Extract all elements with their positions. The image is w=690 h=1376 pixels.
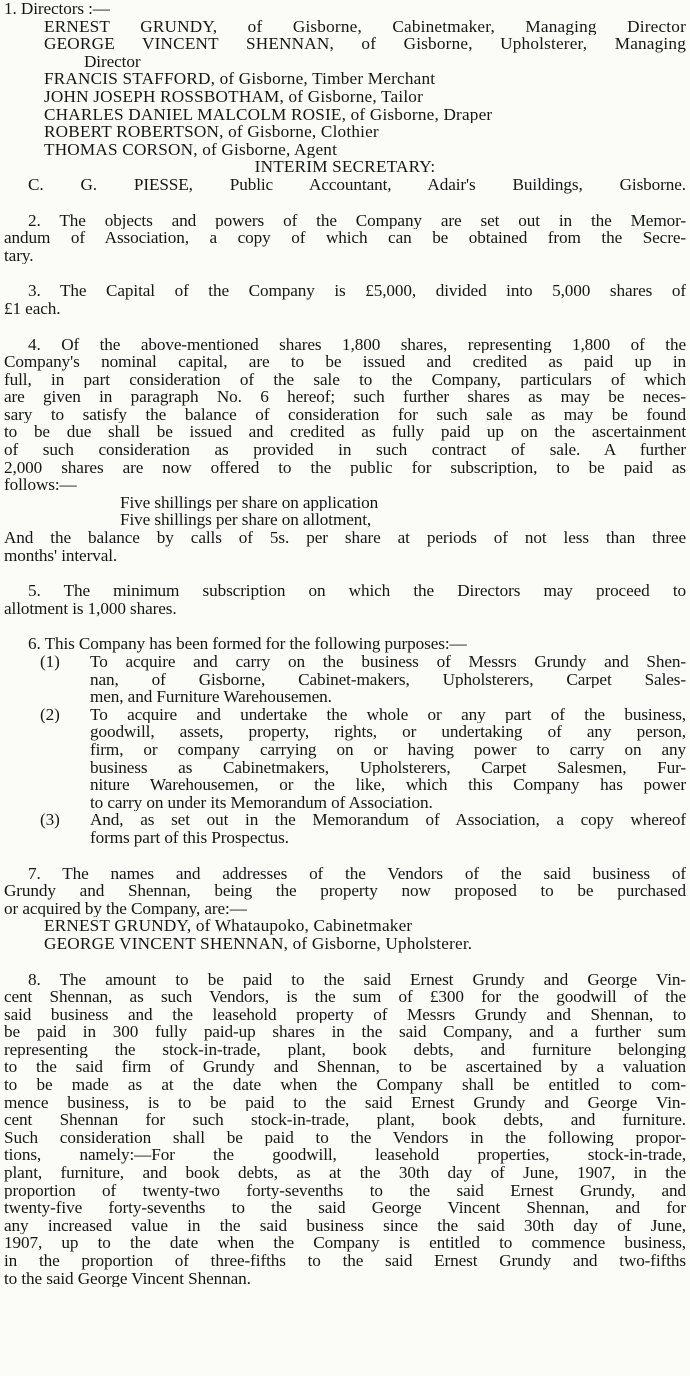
text-line: 2. The objects and powers of the Company are set out in the Memor-: [28, 211, 686, 230]
text-line: plant, furniture, and book debts, as at the 30th day of June, 1907, in the: [4, 1164, 686, 1182]
payment-term: Five shillings per share on application: [120, 493, 379, 512]
text-line: Such consideration shall be paid to the Vendors in the following propor-: [4, 1128, 686, 1147]
text-line: cent Shennan for such stock-in-trade, plant, book debts, and furniture.: [4, 1111, 686, 1129]
text-line: or acquired by the Company, are:—: [4, 899, 247, 918]
text-line: to the said firm of Grundy and Shennan, to be ascertained by a valuation: [4, 1058, 686, 1077]
text-line: And, as set out in the Memorandum of Association, a copy whereof: [90, 811, 686, 829]
directors-section: [4, 0, 686, 194]
text-line: full, in part consideration of the sale to the Company, particulars of which: [4, 370, 686, 389]
text-line: Grundy and Shennan, being the property now proposed to be purchased: [4, 882, 686, 900]
text-line: are given in paragraph No. 6 hereof; such further shares as may be neces-: [4, 388, 686, 406]
text-line: forms part of this Prospectus.: [90, 828, 289, 847]
text-line: £1 each.: [4, 299, 61, 318]
director-line: CHARLES DANIEL MALCOLM ROSIE, of Gisborne, Draper: [44, 105, 493, 124]
text-line: 3. The Capital of the Company is £5,000, divided into 5,000 shares of: [28, 282, 686, 300]
minimum-subscription-paragraph: [4, 582, 686, 617]
director-line: GEORGE VINCENT SHENNAN, of Gisborne, Upholsterer, Managing: [44, 35, 686, 53]
text-line: niture Warehousemen, or the like, which this Company has power: [90, 776, 686, 794]
text-line: To acquire and undertake the whole or any part of the business,: [90, 705, 686, 724]
text-line: 1907, up to the date when the Company is entitled to commence business,: [4, 1234, 686, 1252]
shares-paragraph: [4, 336, 686, 565]
text-line: allotment is 1,000 shares.: [4, 599, 177, 618]
text-line: to be due shall be issued and credited as fully paid up on the ascertainment: [4, 423, 686, 442]
text-line: sary to satisfy the balance of consideration for such sale as may be found: [4, 405, 686, 424]
text-line: to carry on under its Memorandum of Association.: [90, 793, 433, 812]
text-line: Company's nominal capital, are to be issued and credited as paid up in: [4, 353, 686, 371]
director-line: ROBERT ROBERTSON, of Gisborne, Clothier: [44, 123, 379, 141]
text-line: tions, namely:—For the goodwill, leasehold properties, stock-in-trade,: [4, 1146, 686, 1165]
text-line: goodwill, assets, property, rights, or undertaking of any person,: [90, 723, 686, 741]
text-line: be paid in 300 fully paid-up shares in the said Company, and a further sum: [4, 1023, 686, 1041]
purpose-number: (1): [40, 653, 60, 671]
consideration-paragraph: [4, 971, 686, 1288]
text-line: andum of Association, a copy of which can be obtained from the Secre-: [4, 229, 686, 247]
text-line: said business and the leasehold property of Messrs Grundy and Shennan, to: [4, 1005, 686, 1024]
secretary-line: C. G. PIESSE, Public Accountant, Adair's Buildings, Gisborne.: [28, 175, 686, 194]
director-line: ERNEST GRUNDY, of Gisborne, Cabinetmaker, Managing Director: [44, 17, 686, 36]
text-line: 4. Of the above-mentioned shares 1,800 shares, representing 1,800 of the: [28, 335, 686, 354]
purpose-item: [4, 811, 686, 846]
director-line: Director: [84, 52, 141, 71]
purposes-heading: 6. This Company has been formed for the following purposes:—: [28, 635, 467, 653]
text-line: nan, of Gisborne, Cabinet-makers, Upholsterers, Carpet Sales-: [90, 670, 686, 689]
text-line: any increased value in the said business since the said 30th day of June,: [4, 1216, 686, 1235]
text-line: follows:—: [4, 476, 77, 494]
purpose-number: (3): [40, 811, 60, 829]
text-line: to the said George Vincent Shennan.: [4, 1269, 251, 1288]
text-line: men, and Furniture Warehousemen.: [90, 688, 332, 706]
director-line: JOHN JOSEPH ROSSBOTHAM, of Gisborne, Tailor: [44, 87, 424, 106]
secretary-heading: INTERIM SECRETARY:: [254, 158, 436, 176]
text-line: months' interval.: [4, 546, 118, 565]
text-line: 7. The names and addresses of the Vendors of the said business of: [28, 864, 686, 883]
capital-paragraph: [4, 282, 686, 317]
text-line: firm, or company carrying on or having power to carry on any: [90, 740, 686, 759]
text-line: To acquire and carry on the business of Messrs Grundy and Shen-: [90, 653, 686, 671]
text-line: And the balance by calls of 5s. per share at periods of not less than three: [4, 529, 686, 547]
text-line: to be made as at the date when the Company shall be entitled to com-: [4, 1076, 686, 1094]
text-line: cent Shennan, as such Vendors, is the sum of £300 for the goodwill of the: [4, 988, 686, 1006]
director-line: THOMAS CORSON, of Gisborne, Agent: [44, 140, 338, 159]
text-line: business as Cabinetmakers, Upholsterers, Carpet Salesmen, Fur-: [90, 758, 686, 777]
text-line: 2,000 shares are now offered to the public for subscription, to be paid as: [4, 458, 686, 477]
text-line: tary.: [4, 246, 34, 265]
text-line: representing the stock-in-trade, plant, book debts, and furniture belonging: [4, 1040, 686, 1059]
text-line: of such consideration as provided in such contract of sale. A further: [4, 441, 686, 459]
text-line: proportion of twenty-two forty-sevenths to the said Ernest Grundy, and: [4, 1181, 686, 1200]
purpose-number: (2): [40, 705, 60, 724]
payment-term: Five shillings per share on allotment,: [120, 511, 372, 530]
vendor-line: ERNEST GRUNDY, of Whataupoko, Cabinetmaker: [44, 917, 413, 935]
text-line: 5. The minimum subscription on which the Directors may proceed to: [28, 582, 686, 600]
purpose-item: [4, 653, 686, 706]
purpose-item: [4, 706, 686, 812]
director-line: FRANCIS STAFFORD, of Gisborne, Timber Merchant: [44, 70, 436, 88]
purposes-section: [4, 635, 686, 846]
directors-heading: 1. Directors :—: [4, 0, 110, 18]
objects-paragraph: [4, 212, 686, 265]
text-line: 8. The amount to be paid to the said Ernest Grundy and George Vin-: [28, 970, 686, 989]
vendors-section: [4, 865, 686, 953]
text-line: twenty-five forty-sevenths to the said George Vincent Shennan, and for: [4, 1199, 686, 1217]
text-line: in the proportion of three-fifths to the said Ernest Grundy and two-fifths: [4, 1252, 686, 1270]
text-line: mence business, is to be paid to the said Ernest Grundy and George Vin-: [4, 1093, 686, 1112]
vendor-line: GEORGE VINCENT SHENNAN, of Gisborne, Upholsterer.: [44, 934, 473, 953]
